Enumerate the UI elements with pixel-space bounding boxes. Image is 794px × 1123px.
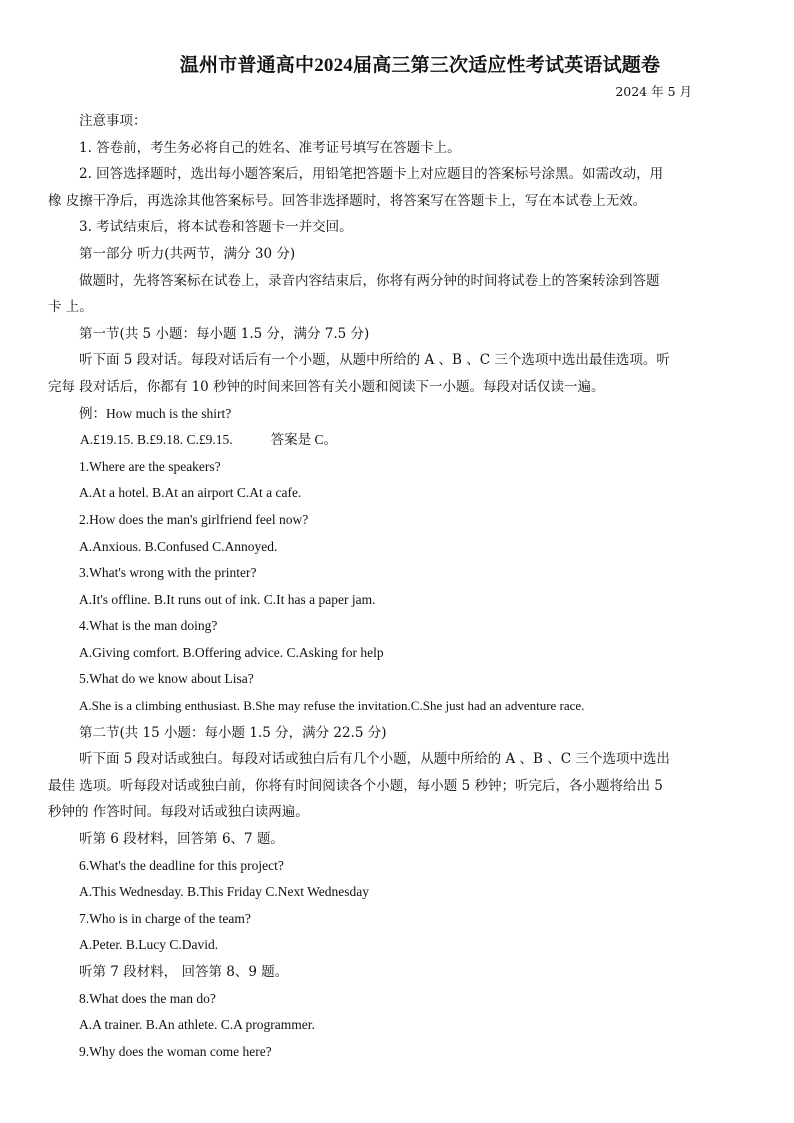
question-2-options: A.Anxious. B.Confused C.Annoyed.: [79, 538, 278, 554]
section1-instruction-cont: 完每 段对话后，你都有 10 秒钟的时间来回答有关小题和阅读下一小题。每段对话仅读一遍。: [48, 378, 605, 395]
example-options: [80, 427, 747, 454]
question-7: 7.Who is in charge of the team?: [79, 910, 251, 926]
question-6-options: A.This Wednesday. B.This Friday C.Next Wednesday: [79, 884, 370, 900]
exam-body: [48, 108, 747, 1065]
part1-instruction-cont: 卡 上。: [48, 299, 93, 316]
notice-item-2-cont: 橡 皮擦干净后，再选涂其他答案标号。回答非选择题时，将答案写在答题卡上，写在本试卷上无效。: [48, 192, 647, 209]
section2-instruction-cont-2: 秒钟的 作答时间。每段对话或独白读两遍。: [48, 804, 309, 821]
section1-heading: 第一节(共 5 小题：每小题 1.5 分，满分 7.5 分): [79, 325, 370, 342]
part1-heading: 第一部分 听力(共两节，满分 30 分): [79, 245, 296, 262]
page-title: 温州市普通高中2024届高三第三次适应性考试英语试题卷: [179, 55, 661, 76]
section1-instruction: 听下面 5 段对话。每段对话后有一个小题，从题中所给的 A 、B 、C 三个选项中选出最佳选项。听: [79, 352, 670, 369]
section2-heading: 第二节(共 15 小题：每小题 1.5 分，满分 22.5 分): [79, 724, 387, 741]
group-6-7-heading: 听第 6 段材料，回答第 6、7 题。: [79, 831, 284, 848]
section2-instruction: 听下面 5 段对话或独白。每段对话或独白后有几个小题，从题中所给的 A 、B 、C 三个选项中选出: [79, 751, 670, 768]
example-options-text: A.£19.15. B.£9.18. C.£9.15.: [80, 432, 233, 448]
notice-item-3: 3. 考试结束后，将本试卷和答题卡一并交回。: [79, 219, 353, 236]
exam-date: 2024 年 5 月: [615, 84, 692, 99]
question-1-options: A.At a hotel. B.At an airport C.At a cafe.: [79, 485, 302, 501]
question-9: 9.Why does the woman come here?: [79, 1043, 272, 1059]
question-5: 5.What do we know about Lisa?: [79, 671, 254, 687]
question-3-options: A.It's offline. B.It runs out of ink. C.It has a paper jam.: [79, 591, 376, 607]
question-5-options: A.She is a climbing enthusiast. B.She may refuse the invitation.C.She just had an adventure race.: [79, 698, 585, 714]
example-answer: 答案是 C。: [270, 432, 338, 448]
question-4-options: A.Giving comfort. B.Offering advice. C.Asking for help: [79, 644, 384, 660]
example-question: 例：How much is the shirt?: [79, 405, 232, 421]
question-8: 8.What does the man do?: [79, 990, 216, 1006]
notice-heading: 注意事项：: [79, 113, 147, 129]
group-8-9-heading: 听第 7 段材料， 回答第 8、9 题。: [79, 964, 289, 980]
question-2: 2.How does the man's girlfriend feel now?: [79, 511, 309, 527]
notice-item-2: 2. 回答选择题时，选出每小题答案后，用铅笔把答题卡上对应题目的答案标号涂黑。如需改动，用: [79, 166, 664, 183]
question-7-options: A.Peter. B.Lucy C.David.: [79, 937, 219, 953]
question-3: 3.What's wrong with the printer?: [79, 565, 257, 581]
section2-instruction-cont-1: 最佳 选项。听每段对话或独白前，你将有时间阅读各个小题，每小题 5 秒钟；听完后，各小题将给出 5: [48, 777, 663, 794]
question-1: 1.Where are the speakers?: [79, 458, 221, 474]
question-8-options: A.A trainer. B.An athlete. C.A programmer.: [79, 1017, 315, 1033]
question-4: 4.What is the man doing?: [79, 618, 218, 634]
part1-instruction: 做题时，先将答案标在试卷上，录音内容结束后，你将有两分钟的时间将试卷上的答案转涂到答题: [79, 272, 660, 289]
notice-item-1: 1. 答卷前，考生务必将自己的姓名、准考证号填写在答题卡上。: [79, 139, 461, 156]
question-6: 6.What's the deadline for this project?: [79, 857, 284, 873]
